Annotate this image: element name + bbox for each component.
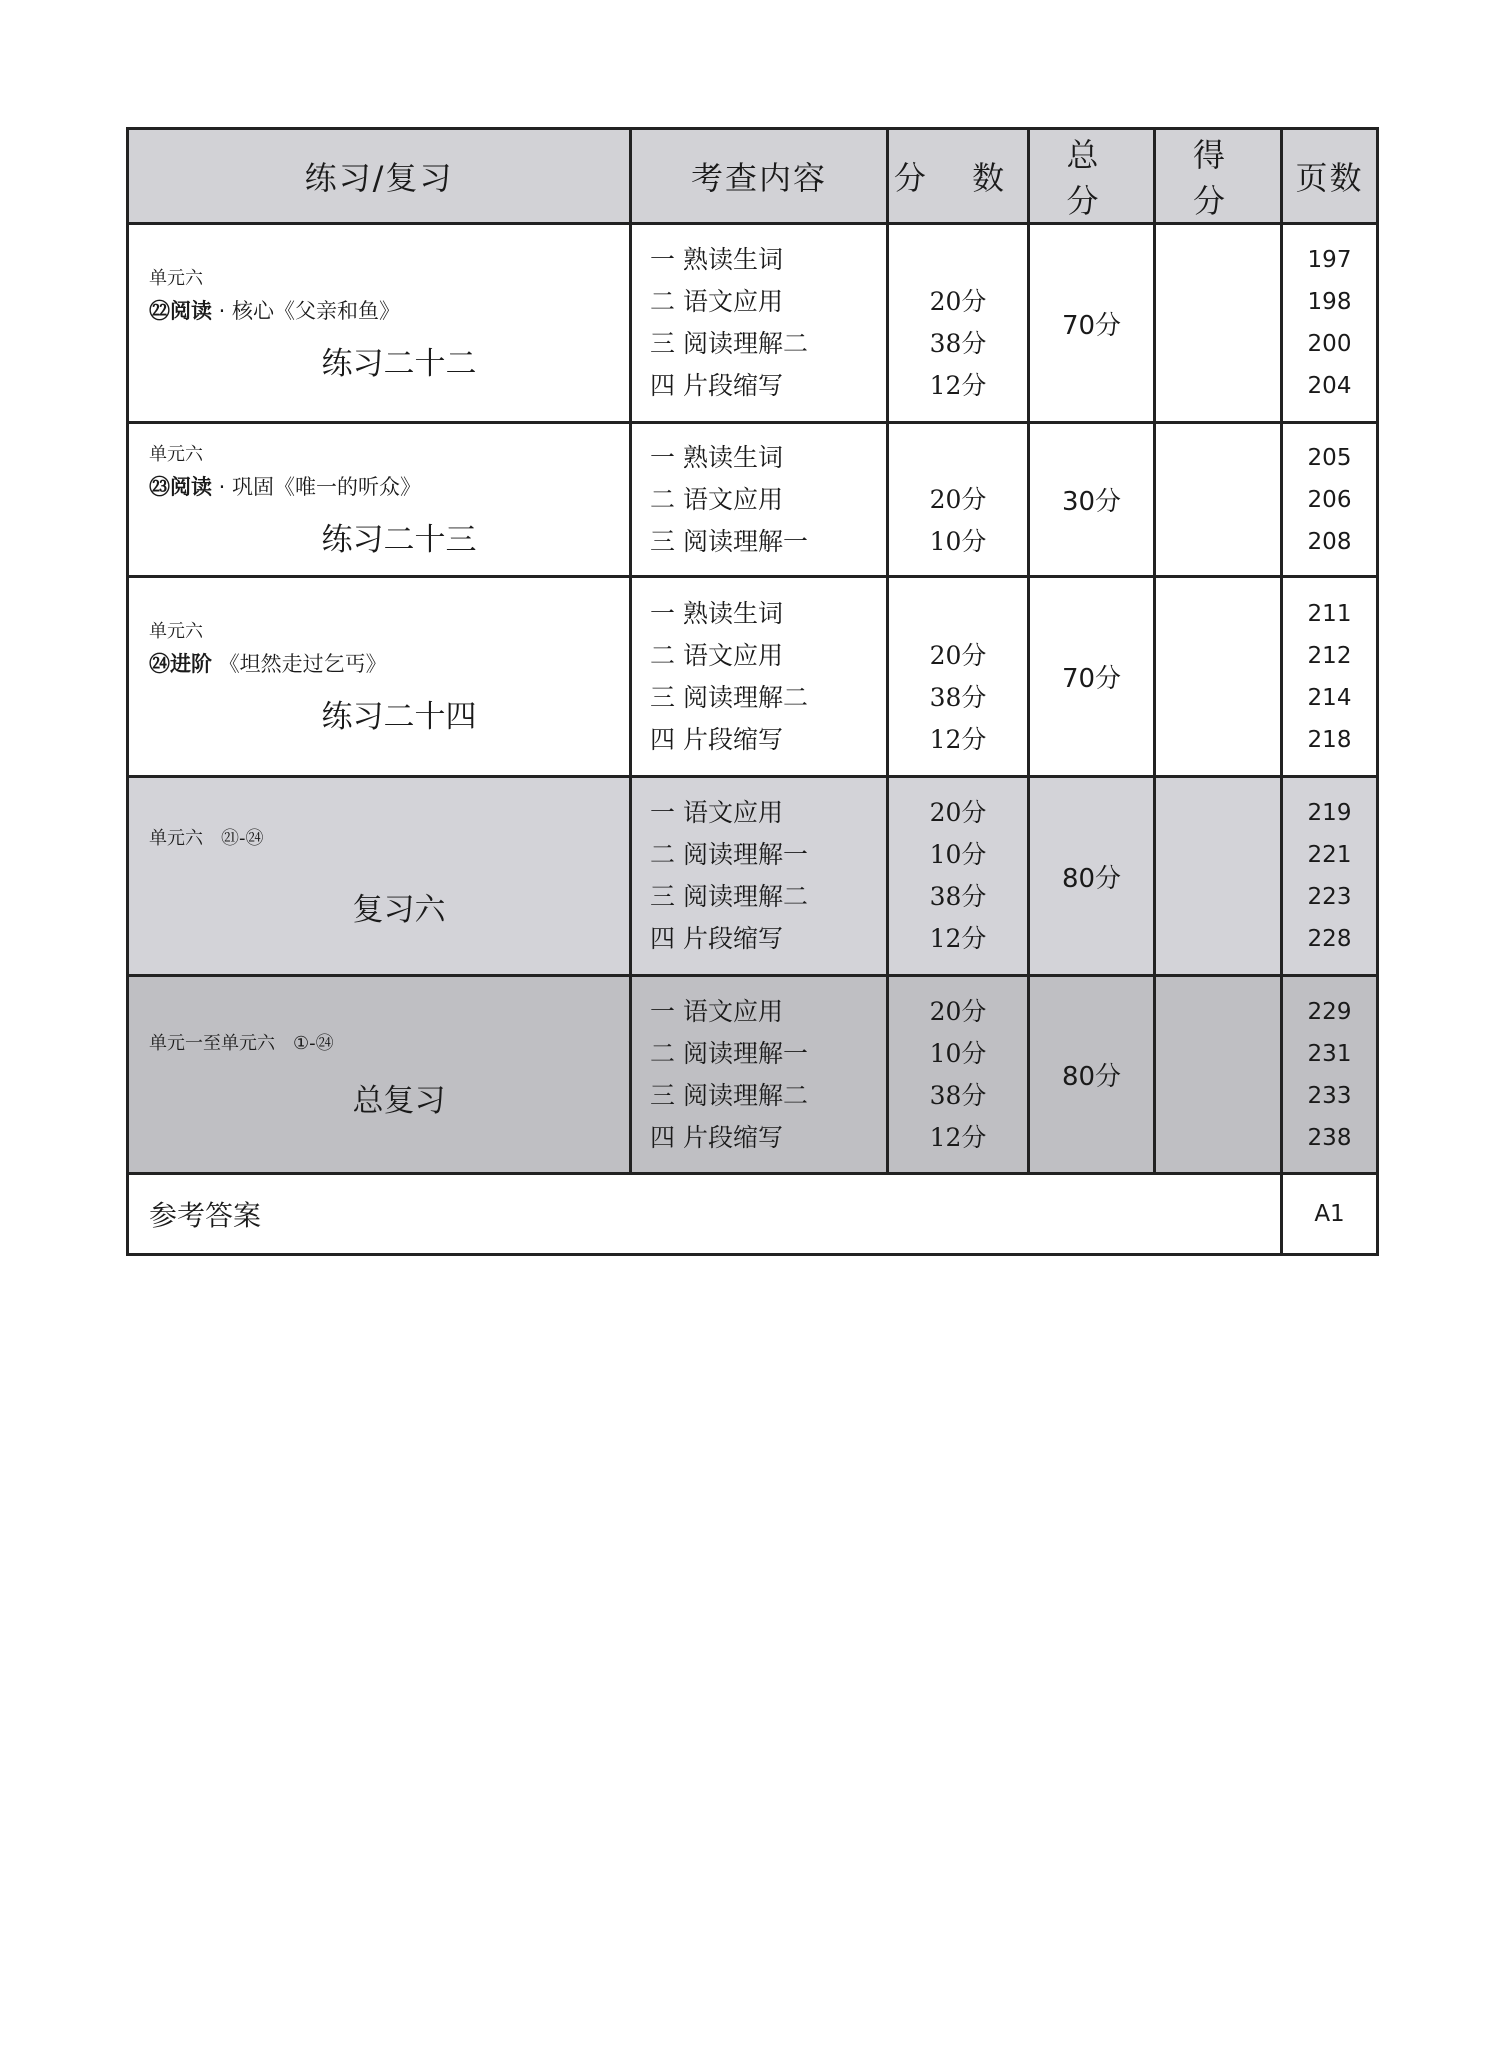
page-number: 211 — [1307, 600, 1352, 627]
score-item: 10分 — [929, 1038, 987, 1068]
pages-cell — [1282, 976, 1378, 1174]
unit-label: 单元六 — [149, 267, 203, 289]
unit-label: 单元六 ㉑-㉔ — [149, 827, 264, 849]
exercise-cell — [128, 976, 631, 1174]
page-number: 197 — [1307, 247, 1352, 273]
header-total: 总 分 — [1029, 129, 1155, 224]
header-content: 考查内容 — [631, 129, 888, 224]
score-cell — [888, 976, 1029, 1174]
page-number: 219 — [1307, 800, 1352, 826]
page-number: 214 — [1307, 684, 1352, 711]
earned-cell[interactable] — [1155, 976, 1282, 1174]
answers-row — [128, 1174, 1378, 1255]
header-pages: 页数 — [1282, 129, 1378, 224]
lesson-label — [149, 294, 609, 328]
score-item: 38分 — [929, 882, 987, 911]
content-item: 三 阅读理解二 — [650, 682, 808, 712]
page-number: 212 — [1307, 642, 1352, 669]
total-cell: 30分 — [1029, 423, 1155, 577]
score-item: 10分 — [929, 840, 987, 869]
score-cell — [888, 577, 1029, 777]
exercise-title: 练习二十三 — [321, 522, 477, 558]
exercise-title: 总复习 — [352, 1083, 446, 1119]
exercise-title: 练习二十四 — [321, 699, 477, 735]
total-cell: 70分 — [1029, 224, 1155, 423]
page-number: 206 — [1307, 486, 1352, 513]
content-item: 一 熟读生词 — [650, 442, 783, 472]
unit-label: 单元六 — [149, 621, 203, 642]
content-item: 二 阅读理解一 — [650, 1038, 808, 1068]
pages-cell — [1282, 224, 1378, 423]
lesson-tag: 阅读 — [170, 475, 212, 499]
score-item: 20分 — [929, 996, 987, 1026]
page-number: 229 — [1307, 998, 1352, 1025]
earned-cell[interactable] — [1155, 224, 1282, 423]
content-item: 二 语文应用 — [650, 287, 783, 316]
unit-label: 单元六 — [149, 444, 203, 465]
exercise-cell — [128, 224, 631, 423]
page-number: 218 — [1307, 726, 1352, 753]
total-cell: 80分 — [1029, 976, 1155, 1174]
lesson-label — [149, 647, 609, 681]
page-number: 205 — [1307, 444, 1352, 471]
earned-cell[interactable] — [1155, 423, 1282, 577]
table-row — [128, 423, 1378, 577]
score-item: 20分 — [929, 484, 987, 514]
lesson-title: 《坦然走过乞丐》 — [218, 652, 387, 676]
page-number: 204 — [1307, 373, 1352, 399]
content-item: 一 语文应用 — [650, 798, 783, 827]
header-exercise: 练习/复习 — [128, 129, 631, 224]
lesson-sub — [212, 652, 219, 676]
score-item — [889, 437, 1027, 479]
score-item — [889, 239, 1027, 281]
content-cell — [631, 976, 888, 1174]
answers-label[interactable]: 参考答案 — [128, 1174, 1282, 1255]
lesson-sub: · 核心 — [212, 298, 275, 323]
lesson-number-icon: ㉒ — [149, 298, 170, 323]
score-item: 20分 — [929, 640, 987, 670]
score-item: 38分 — [929, 329, 987, 358]
content-item: 三 阅读理解一 — [650, 526, 808, 556]
lesson-title: 《父亲和鱼》 — [274, 298, 401, 323]
header-earned: 得 分 — [1155, 129, 1282, 224]
content-item: 四 片段缩写 — [650, 724, 783, 754]
exercise-title: 复习六 — [352, 891, 446, 928]
page-number: 223 — [1307, 884, 1352, 910]
table-row-final-review — [128, 976, 1378, 1174]
earned-cell[interactable] — [1155, 777, 1282, 976]
total-cell: 70分 — [1029, 577, 1155, 777]
pages-cell — [1282, 777, 1378, 976]
content-cell — [631, 423, 888, 577]
content-cell — [631, 777, 888, 976]
exercise-title: 练习二十二 — [321, 345, 477, 382]
content-item: 二 语文应用 — [650, 484, 783, 514]
content-item: 一 语文应用 — [650, 996, 783, 1026]
lesson-label — [149, 470, 609, 504]
unit-label: 单元一至单元六 ①-㉔ — [149, 1033, 334, 1054]
earned-cell[interactable] — [1155, 577, 1282, 777]
score-item: 38分 — [929, 1080, 987, 1110]
score-cell — [888, 423, 1029, 577]
page-number: 208 — [1307, 528, 1352, 555]
content-item: 四 片段缩写 — [650, 1122, 783, 1152]
exercise-cell — [128, 777, 631, 976]
table-row — [128, 577, 1378, 777]
score-item: 12分 — [929, 1122, 987, 1152]
page-number: 233 — [1307, 1082, 1352, 1109]
score-item: 10分 — [929, 526, 987, 556]
header-score: 分 数 — [888, 129, 1029, 224]
page-number: 231 — [1307, 1040, 1352, 1067]
score-cell — [888, 224, 1029, 423]
table-row — [128, 224, 1378, 423]
table-row-review — [128, 777, 1378, 976]
content-item: 二 语文应用 — [650, 640, 783, 670]
exercise-cell — [128, 423, 631, 577]
lesson-tag: 进阶 — [170, 652, 212, 676]
score-item — [889, 593, 1027, 635]
score-item: 20分 — [929, 287, 987, 316]
content-item: 四 片段缩写 — [650, 371, 783, 400]
lesson-tag: 阅读 — [170, 298, 212, 323]
lesson-sub: · 巩固 — [212, 475, 275, 499]
answers-page: A1 — [1282, 1174, 1378, 1255]
content-item: 二 阅读理解一 — [650, 840, 808, 869]
score-item: 12分 — [929, 371, 987, 400]
content-item: 三 阅读理解二 — [650, 1080, 808, 1110]
lesson-title: 《唯一的听众》 — [274, 475, 422, 499]
content-item: 一 熟读生词 — [650, 598, 783, 628]
content-cell — [631, 577, 888, 777]
content-item: 一 熟读生词 — [650, 245, 783, 274]
content-cell — [631, 224, 888, 423]
pages-cell — [1282, 423, 1378, 577]
header-row — [128, 129, 1378, 224]
content-item: 三 阅读理解二 — [650, 882, 808, 911]
pages-cell — [1282, 577, 1378, 777]
page-number: 238 — [1307, 1124, 1352, 1151]
page-number: 221 — [1307, 842, 1352, 868]
contents-table — [126, 127, 1379, 1256]
page-number: 198 — [1307, 289, 1352, 315]
score-item: 12分 — [929, 724, 987, 754]
content-item: 四 片段缩写 — [650, 924, 783, 953]
score-item: 38分 — [929, 682, 987, 712]
lesson-number-icon: ㉔ — [149, 652, 170, 676]
score-cell — [888, 777, 1029, 976]
page-number: 228 — [1307, 926, 1352, 952]
exercise-cell — [128, 577, 631, 777]
lesson-number-icon: ㉓ — [149, 475, 170, 499]
score-item: 12分 — [929, 924, 987, 953]
score-item: 20分 — [929, 798, 987, 827]
content-item: 三 阅读理解二 — [650, 329, 808, 358]
page-number: 200 — [1307, 331, 1352, 357]
total-cell: 80分 — [1029, 777, 1155, 976]
